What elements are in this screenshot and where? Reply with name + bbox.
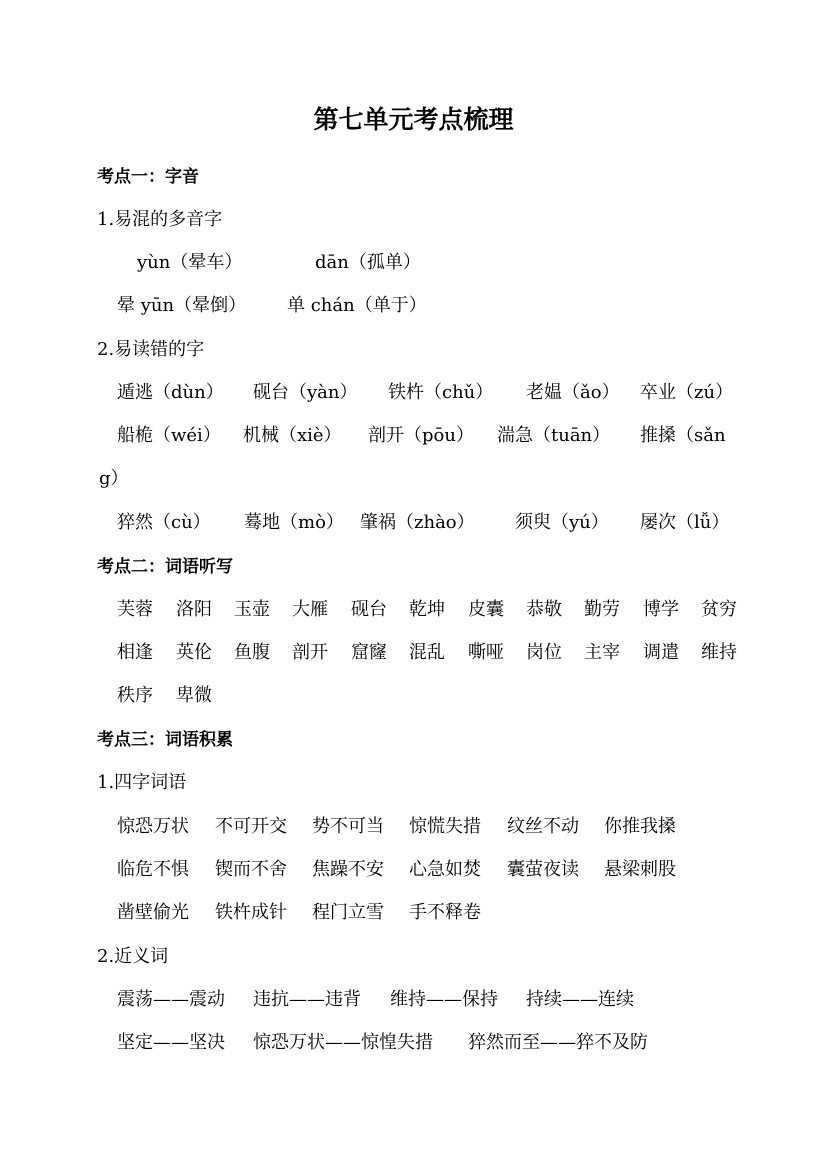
idioms-row: [0, 901, 827, 925]
idiom: 凿壁偷光: [117, 902, 189, 923]
misread-word: 剖开（pōu）: [368, 425, 474, 446]
dictation-word: 秩序: [117, 685, 153, 706]
idiom: 临危不惧: [117, 859, 189, 880]
dictation-row: [0, 684, 827, 708]
misread-word: 须臾（yú）: [515, 512, 609, 533]
dictation-word: 皮囊: [468, 599, 504, 620]
dictation-word: 芙蓉: [117, 599, 153, 620]
idioms-row: [0, 858, 827, 882]
dictation-word: 乾坤: [409, 599, 445, 620]
section-heading-vocabulary: 考点三：词语积累: [97, 730, 233, 750]
misread-word: 砚台（yàn）: [253, 382, 358, 403]
idiom: 锲而不舍: [215, 859, 287, 880]
dictation-word: 调遣: [643, 642, 679, 663]
synonym-pair: 持续——连续: [526, 989, 634, 1010]
synonym-pair: 坚定——坚决: [117, 1032, 225, 1053]
misread-word: 船桅（wéi）: [117, 425, 221, 446]
misread-word: 遁逃（dùn）: [117, 382, 224, 403]
dictation-word: 嘶哑: [468, 642, 504, 663]
idiom: 惊慌失措: [409, 816, 481, 837]
dictation-word: 混乱: [409, 642, 445, 663]
synonym-pair: 震荡——震动: [117, 989, 225, 1010]
page-title: 第七单元考点梳理: [313, 105, 514, 134]
dictation-word: 窟窿: [351, 642, 387, 663]
idiom: 你推我搡: [604, 816, 676, 837]
idiom: 焦躁不安: [312, 859, 384, 880]
dictation-word: 主宰: [584, 642, 620, 663]
dictation-word: 砚台: [351, 599, 387, 620]
dictation-row: [0, 598, 827, 622]
misread-word: 猝然（cù）: [117, 512, 211, 533]
misread-row: [0, 381, 827, 405]
polyphone-entry: dān（孤单）: [315, 252, 421, 273]
synonym-pair: 违抗——违背: [253, 989, 361, 1010]
dictation-word: 维持: [701, 642, 737, 663]
dictation-word: 洛阳: [176, 599, 212, 620]
section-heading-pronunciation: 考点一：字音: [97, 167, 199, 187]
subheading-synonyms: 2.近义词: [97, 946, 169, 967]
dictation-word: 大雁: [292, 599, 328, 620]
dictation-word: 英伦: [176, 642, 212, 663]
dictation-word: 博学: [643, 599, 679, 620]
idiom: 不可开交: [215, 816, 287, 837]
idiom: 程门立雪: [312, 902, 384, 923]
polyphone-entry: yùn（晕车）: [137, 252, 243, 273]
section-heading-dictation: 考点二：词语听写: [97, 557, 233, 577]
synonyms-row: [0, 1031, 827, 1055]
synonyms-row: [0, 988, 827, 1012]
dictation-word: 卑微: [176, 685, 212, 706]
idiom: 囊萤夜读: [507, 859, 579, 880]
dictation-word: 玉壶: [234, 599, 270, 620]
misread-word: 推搡（sǎn: [640, 425, 726, 446]
misread-word: 蓦地（mò）: [244, 512, 344, 533]
dictation-word: 贫穷: [701, 599, 737, 620]
misread-row: [0, 424, 827, 448]
misread-word: 卒业（zú）: [640, 382, 734, 403]
misread-row: [0, 511, 827, 535]
idioms-row: [0, 815, 827, 839]
idiom: 惊恐万状: [117, 816, 189, 837]
misread-word: 老媪（ǎo）: [526, 382, 620, 403]
idiom: 手不释卷: [409, 902, 481, 923]
dictation-word: 勤劳: [584, 599, 620, 620]
misread-word: 湍急（tuān）: [497, 425, 611, 446]
misread-wrap: g）: [99, 468, 129, 489]
subheading-polyphones: 1.易混的多音字: [97, 209, 223, 230]
subheading-idioms: 1.四字词语: [97, 772, 187, 793]
dictation-word: 剖开: [292, 642, 328, 663]
subheading-misread: 2.易读错的字: [97, 339, 205, 360]
synonym-pair: 维持——保持: [390, 989, 498, 1010]
idiom: 心急如焚: [409, 859, 481, 880]
dictation-word: 相逢: [117, 642, 153, 663]
synonym-pair: 惊恐万状——惊惶失措: [253, 1032, 433, 1053]
idiom: 悬梁刺股: [604, 859, 676, 880]
idiom: 纹丝不动: [507, 816, 579, 837]
misread-word: 铁杵（chǔ）: [388, 382, 494, 403]
idiom: 势不可当: [312, 816, 384, 837]
misread-word: 肇祸（zhào）: [360, 512, 475, 533]
polyphone-entry: 晕 yūn（晕倒）: [117, 295, 247, 316]
misread-word: 机械（xiè）: [243, 425, 342, 446]
dictation-word: 鱼腹: [234, 642, 270, 663]
dictation-row: [0, 641, 827, 665]
misread-word: 屡次（lǚ）: [640, 512, 730, 533]
dictation-word: 恭敬: [526, 599, 562, 620]
idiom: 铁杵成针: [215, 902, 287, 923]
synonym-pair: 猝然而至——猝不及防: [468, 1032, 648, 1053]
polyphone-entry: 单 chán（单于）: [287, 295, 427, 316]
dictation-word: 岗位: [526, 642, 562, 663]
